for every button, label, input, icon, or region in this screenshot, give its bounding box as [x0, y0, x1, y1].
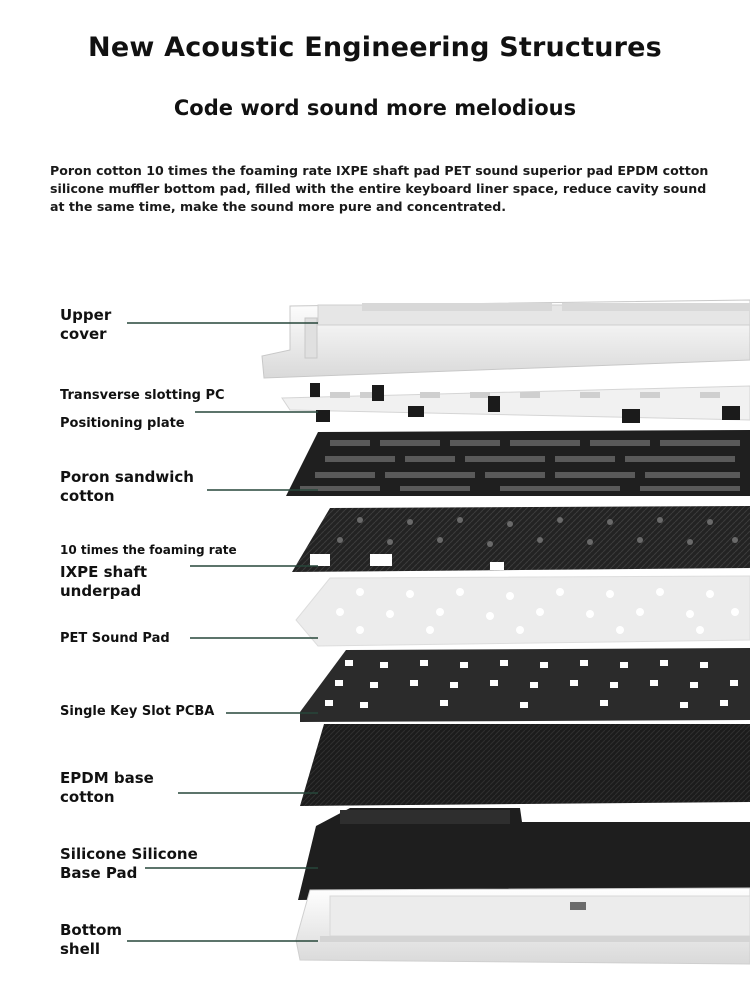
label-foaming-rate: 10 times the foaming rate: [60, 543, 237, 557]
label-transverse-slotting: Transverse slotting PC: [60, 388, 225, 403]
silicone-pad-layer: [298, 808, 750, 900]
ixpe-pad-layer: [292, 506, 750, 572]
label-poron-line2: cotton: [60, 487, 115, 505]
label-pcba: Single Key Slot PCBA: [60, 704, 215, 719]
label-positioning-plate: Positioning plate: [60, 416, 185, 431]
label-epdm-line1: EPDM base: [60, 769, 154, 787]
upper-cover-layer: [262, 300, 750, 378]
pcba-layer: [300, 648, 750, 722]
label-ixpe-line1: IXPE shaft: [60, 563, 148, 581]
label-silicone-pad: [60, 845, 198, 883]
label-silicone-line1: Silicone Silicone: [60, 845, 198, 863]
label-upper-cover: [60, 306, 111, 344]
description-text: Poron cotton 10 times the foaming rate IXPE shaft pad PET sound superior pad EPDM cotton silicone muffler bottom pad, filled with the entire keyboard liner space, reduce cavity sound at the same time, make the sound more pure and concentrated.: [50, 163, 709, 214]
label-epdm-line2: cotton: [60, 788, 115, 806]
positioning-plate-layer: [282, 383, 750, 423]
label-upper-cover-line1: Upper: [60, 306, 112, 324]
poron-cotton-layer: [286, 430, 750, 496]
page-subtitle: Code word sound more melodious: [173, 96, 577, 120]
pet-pad-layer: [296, 576, 750, 646]
label-bottom-shell: [60, 921, 122, 959]
label-bottom-line2: shell: [60, 940, 101, 958]
label-poron-line1: Poron sandwich: [60, 468, 194, 486]
label-pet-sound-pad: PET Sound Pad: [60, 631, 170, 646]
bottom-shell-layer: [296, 888, 750, 964]
label-ixpe-line2: underpad: [60, 582, 142, 600]
label-poron-cotton: [60, 468, 194, 506]
label-silicone-line2: Base Pad: [60, 864, 138, 882]
page-title: New Acoustic Engineering Structures: [88, 32, 662, 63]
label-upper-cover-line2: cover: [60, 325, 107, 343]
label-epdm-cotton: [60, 769, 154, 807]
epdm-layer: [300, 724, 750, 806]
label-bottom-line1: Bottom: [60, 921, 123, 939]
label-ixpe-pad: [60, 563, 147, 601]
